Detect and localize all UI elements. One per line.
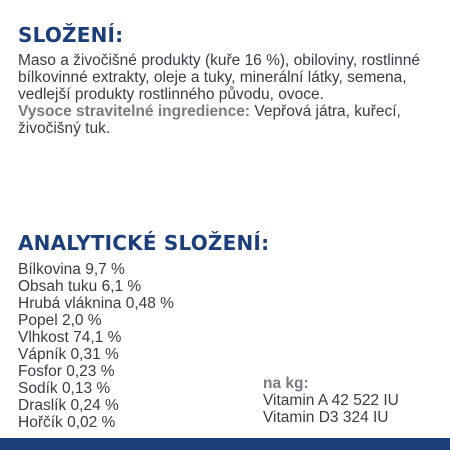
analytical-item-phosphorus: Fosfor 0,23 % (18, 363, 115, 380)
composition-text (18, 52, 442, 137)
vitamin-d3: Vitamin D3 324 IU (263, 409, 389, 426)
analytical-item-sodium: Sodík 0,13 % (18, 380, 111, 397)
analytical-item-calcium: Vápník 0,31 % (18, 346, 119, 363)
analytical-item-ash: Popel 2,0 % (18, 312, 102, 329)
vitamin-a: Vitamin A 42 522 IU (263, 392, 399, 409)
digestible-ingredients: Vepřová játra, kuřecí, živočišný tuk. (18, 103, 401, 137)
composition-heading: SLOŽENÍ: (18, 23, 124, 47)
footer-bar (0, 438, 450, 450)
composition-ingredients: Maso a živočišné produkty (kuře 16 %), obiloviny, rostlinné bílkovinné extrakty, oleje a tuky, minerální látky, semena, vedlejší produkty rostlinného původu, ovoce. (18, 52, 421, 103)
analytical-item-protein: Bílkovina 9,7 % (18, 261, 125, 278)
analytical-list (18, 261, 174, 431)
analytical-item-fiber: Hrubá vláknina 0,48 % (18, 295, 174, 312)
analytical-item-magnesium: Hořčík 0,02 % (18, 414, 116, 431)
analytical-item-fat: Obsah tuku 6,1 % (18, 278, 142, 295)
per-kg-block (263, 375, 399, 426)
analytical-item-moisture: Vlhkost 74,1 % (18, 329, 122, 346)
digestible-label: Vysoce stravitelné ingredience: (18, 103, 251, 120)
per-kg-label: na kg: (263, 375, 309, 392)
analytical-heading: ANALYTICKÉ SLOŽENÍ: (18, 231, 270, 255)
analytical-item-potassium: Draslík 0,24 % (18, 397, 119, 414)
